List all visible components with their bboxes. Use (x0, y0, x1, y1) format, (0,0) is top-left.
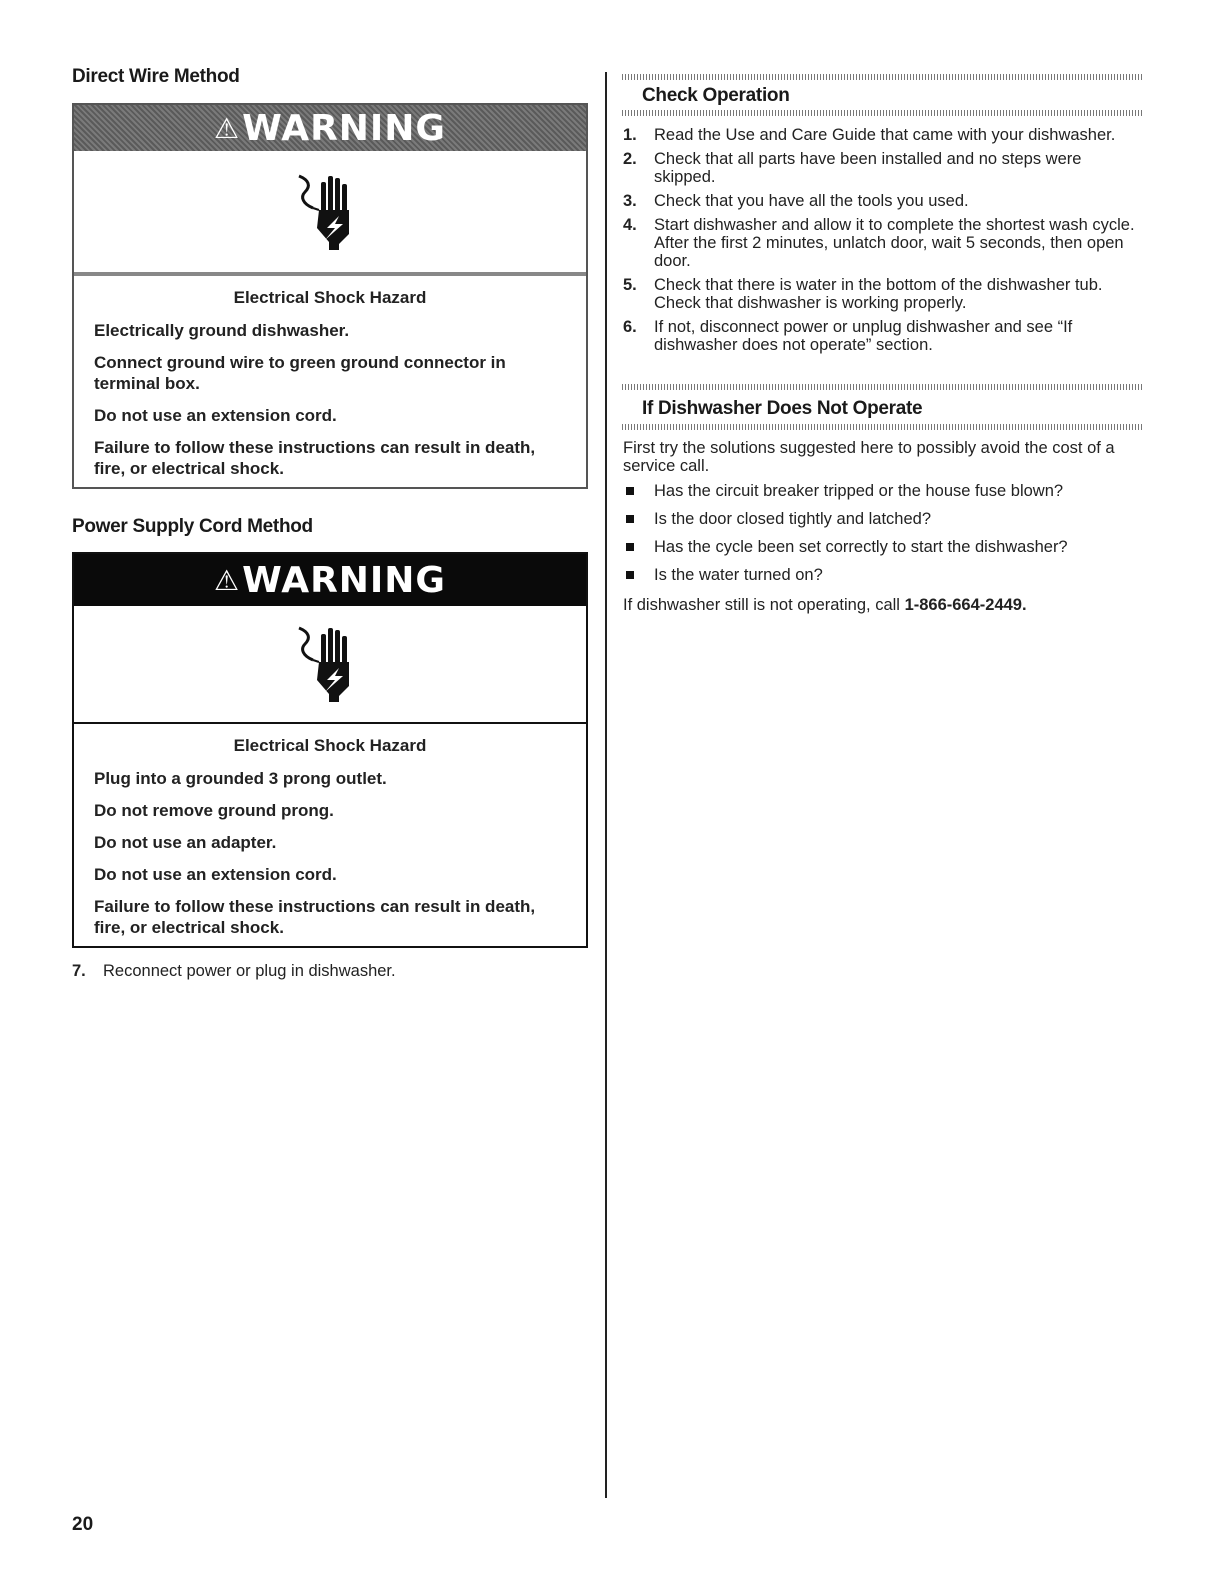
list-item (623, 538, 1143, 556)
step-text: If not, disconnect power or unplug dishwasher and see “If dishwasher does not operate” section. (654, 318, 1073, 354)
warning-triangle-icon: ⚠ (214, 563, 241, 597)
list-item (623, 192, 1143, 210)
step-text: Check that there is water in the bottom of the dishwasher tub. Check that dishwasher is working properly. (654, 276, 1103, 312)
warning-banner (74, 554, 586, 606)
bullet-square-icon (623, 566, 654, 584)
step-number: 2. (623, 150, 637, 168)
warning-banner (74, 105, 586, 151)
page-number: 20 (72, 1514, 94, 1535)
bullet-text: Is the water turned on? (654, 566, 823, 584)
step-text: Check that you have all the tools you used. (654, 192, 969, 210)
power-cord-warning-box (72, 552, 588, 948)
direct-wire-heading: Direct Wire Method (72, 66, 240, 87)
section-rule (622, 110, 1142, 116)
warning-line: Do not use an adapter. (94, 833, 277, 852)
troubleshoot-intro: First try the solutions suggested here to possibly avoid the cost of a service call. (623, 439, 1115, 475)
warning-line: Connect ground wire to green ground connector in terminal box. (94, 353, 506, 393)
direct-wire-warning-box (72, 103, 588, 489)
list-item (623, 126, 1143, 144)
power-cord-warning-text (74, 724, 586, 957)
list-item (72, 962, 588, 980)
column-divider (605, 72, 607, 1498)
bullet-square-icon (623, 510, 654, 528)
section-rule (622, 384, 1142, 390)
warning-line: Do not use an extension cord. (94, 865, 337, 884)
call-text: If dishwasher still is not operating, call (623, 596, 905, 614)
bullet-text: Has the circuit breaker tripped or the house fuse blown? (654, 482, 1064, 500)
step-text: Read the Use and Care Guide that came with your dishwasher. (654, 126, 1116, 144)
list-item (623, 482, 1143, 500)
list-item (623, 150, 1143, 186)
step-number: 3. (623, 192, 637, 210)
electrical-shock-hand-icon-panel (74, 151, 586, 276)
bullet-square-icon (623, 482, 654, 500)
section-rule (622, 424, 1142, 430)
check-operation-steps (623, 126, 1143, 360)
warning-word: WARNING (242, 559, 446, 601)
step-number: 7. (72, 962, 86, 980)
not-operate-heading: If Dishwasher Does Not Operate (642, 398, 923, 419)
phone-number: 1-866-664-2449. (904, 596, 1027, 614)
warning-line: Failure to follow these instructions can result in death, fire, or electrical shock. (94, 897, 536, 937)
warning-line: Do not remove ground prong. (94, 801, 334, 820)
warning-line: Electrically ground dishwasher. (94, 321, 350, 340)
electrical-shock-hand-icon (295, 624, 365, 704)
warning-line: Do not use an extension cord. (94, 406, 337, 425)
step-number: 1. (623, 126, 637, 144)
list-item (623, 510, 1143, 528)
check-operation-heading: Check Operation (642, 85, 790, 106)
direct-wire-warning-text (74, 276, 586, 498)
warning-word: WARNING (242, 107, 446, 149)
call-line (623, 596, 1143, 614)
step-text: Reconnect power or plug in dishwasher. (103, 962, 396, 980)
step-text: Start dishwasher and allow it to complete the shortest wash cycle. After the first 2 minutes, unlatch door, wait 5 seconds, then open door. (654, 216, 1135, 270)
step-number: 6. (623, 318, 637, 336)
step-text: Check that all parts have been installed and no steps were skipped. (654, 150, 1082, 186)
bullet-text: Has the cycle been set correctly to start the dishwasher? (654, 538, 1068, 556)
electrical-shock-hand-icon-panel (74, 606, 586, 724)
warning-triangle-icon: ⚠ (214, 111, 241, 145)
step-7-list (72, 962, 588, 986)
power-cord-heading: Power Supply Cord Method (72, 516, 313, 537)
list-item (623, 216, 1143, 270)
warning-line: Plug into a grounded 3 prong outlet. (94, 769, 387, 788)
hazard-title: Electrical Shock Hazard (233, 736, 427, 755)
list-item (623, 318, 1143, 354)
step-number: 4. (623, 216, 637, 234)
bullet-square-icon (623, 538, 654, 556)
electrical-shock-hand-icon (295, 172, 365, 252)
step-number: 5. (623, 276, 637, 294)
list-item (623, 566, 1143, 584)
warning-line: Failure to follow these instructions can result in death, fire, or electrical shock. (94, 438, 536, 478)
section-rule (622, 74, 1142, 80)
troubleshoot-bullets (623, 482, 1143, 594)
hazard-title: Electrical Shock Hazard (233, 288, 427, 307)
bullet-text: Is the door closed tightly and latched? (654, 510, 932, 528)
list-item (623, 276, 1143, 312)
